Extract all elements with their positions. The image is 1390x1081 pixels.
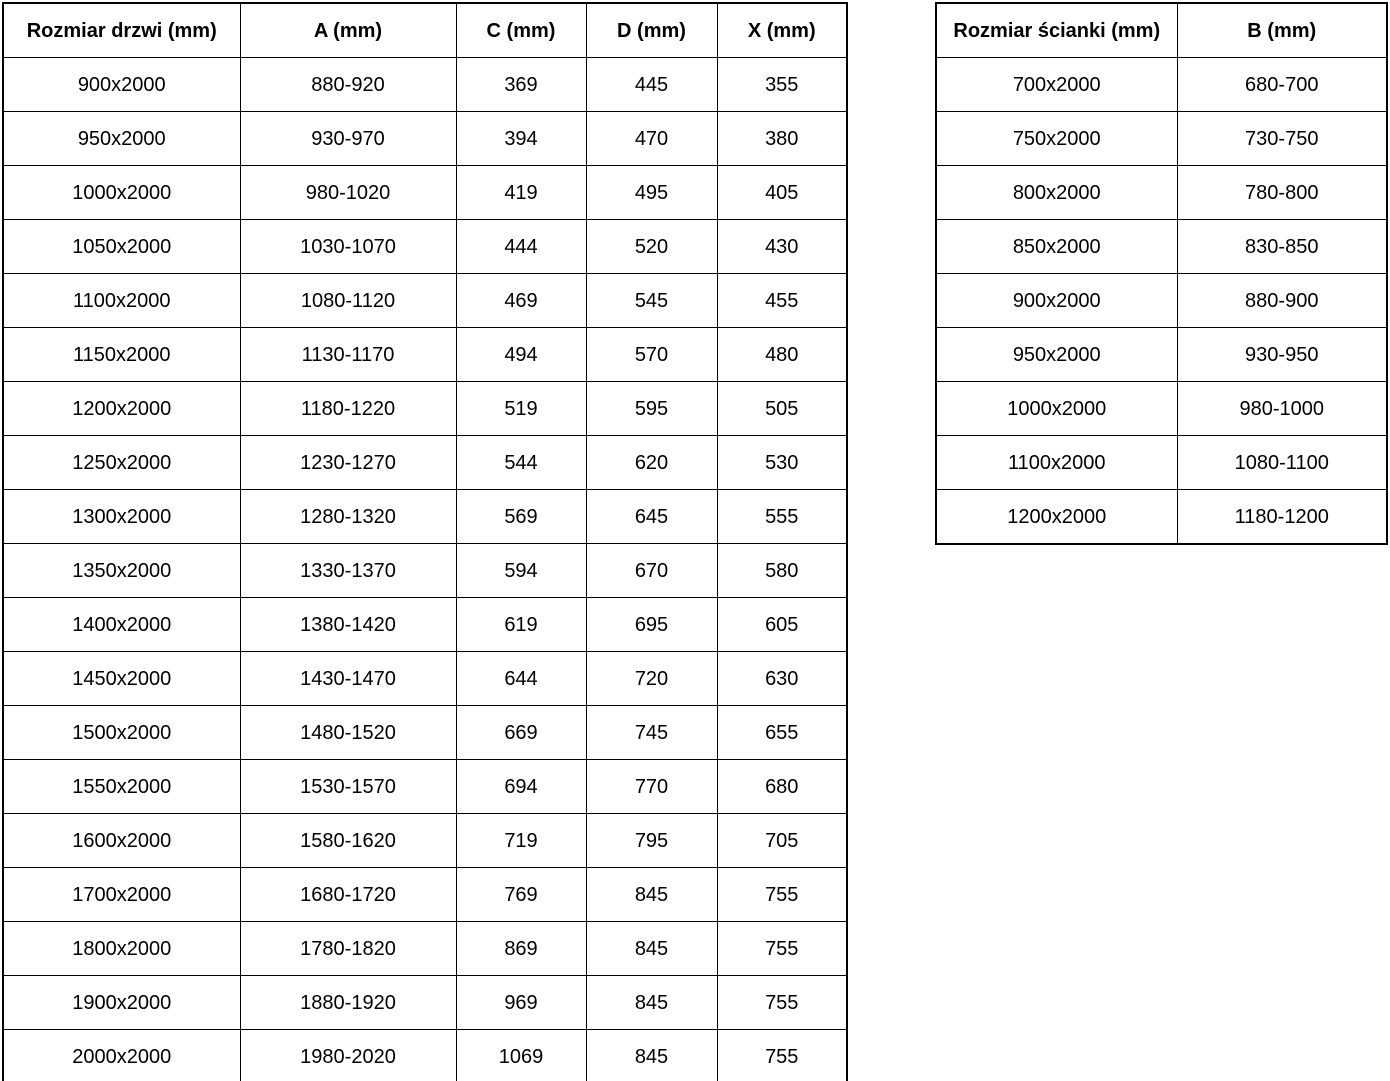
header-row [3,3,847,58]
table-cell: 669 [456,706,586,760]
table-cell: 869 [456,922,586,976]
table-cell: 1050x2000 [3,220,240,274]
table-cell: 1500x2000 [3,706,240,760]
header-cell: Rozmiar ścianki (mm) [936,3,1177,58]
table-row [936,328,1387,382]
table-cell: 569 [456,490,586,544]
table-cell: 530 [717,436,847,490]
table-cell: 1330-1370 [240,544,456,598]
table-cell: 1180-1200 [1177,490,1387,545]
door-table-body [3,58,847,1081]
table-cell: 505 [717,382,847,436]
table-cell: 780-800 [1177,166,1387,220]
table-row [936,436,1387,490]
table-cell: 845 [586,868,717,922]
table-cell: 580 [717,544,847,598]
table-row [3,976,847,1030]
table-cell: 750x2000 [936,112,1177,166]
table-cell: 469 [456,274,586,328]
table-row [3,166,847,220]
table-cell: 595 [586,382,717,436]
table-cell: 1250x2000 [3,436,240,490]
table-cell: 1200x2000 [3,382,240,436]
table-cell: 605 [717,598,847,652]
table-cell: 680-700 [1177,58,1387,112]
table-row [936,112,1387,166]
table-cell: 544 [456,436,586,490]
table-cell: 545 [586,274,717,328]
table-cell: 419 [456,166,586,220]
table-row [3,652,847,706]
table-cell: 1280-1320 [240,490,456,544]
table-cell: 619 [456,598,586,652]
table-cell: 1000x2000 [3,166,240,220]
table-cell: 900x2000 [3,58,240,112]
header-row [936,3,1387,58]
table-row [3,544,847,598]
table-cell: 1680-1720 [240,868,456,922]
table-row [3,220,847,274]
table-cell: 645 [586,490,717,544]
table-cell: 680 [717,760,847,814]
header-cell: X (mm) [717,3,847,58]
table-cell: 969 [456,976,586,1030]
table-cell: 455 [717,274,847,328]
table-cell: 594 [456,544,586,598]
table-cell: 405 [717,166,847,220]
table-cell: 930-970 [240,112,456,166]
wall-table-body [936,58,1387,545]
table-cell: 1800x2000 [3,922,240,976]
table-cell: 950x2000 [936,328,1177,382]
table-cell: 980-1000 [1177,382,1387,436]
table-cell: 1700x2000 [3,868,240,922]
table-cell: 2000x2000 [3,1030,240,1081]
table-cell: 355 [717,58,847,112]
table-cell: 845 [586,976,717,1030]
table-cell: 570 [586,328,717,382]
table-cell: 380 [717,112,847,166]
table-cell: 1069 [456,1030,586,1081]
table-cell: 1530-1570 [240,760,456,814]
table-cell: 719 [456,814,586,868]
table-cell: 1880-1920 [240,976,456,1030]
table-cell: 770 [586,760,717,814]
table-cell: 480 [717,328,847,382]
table-cell: 694 [456,760,586,814]
table-cell: 1150x2000 [3,328,240,382]
table-cell: 394 [456,112,586,166]
table-cell: 830-850 [1177,220,1387,274]
table-row [3,598,847,652]
table-cell: 519 [456,382,586,436]
table-cell: 755 [717,976,847,1030]
table-row [936,166,1387,220]
table-cell: 850x2000 [936,220,1177,274]
table-cell: 769 [456,868,586,922]
table-cell: 1080-1120 [240,274,456,328]
table-cell: 1350x2000 [3,544,240,598]
table-cell: 670 [586,544,717,598]
door-table-header [3,3,847,58]
door-size-table [2,2,848,1081]
table-cell: 730-750 [1177,112,1387,166]
table-row [3,760,847,814]
table-cell: 620 [586,436,717,490]
table-cell: 655 [717,706,847,760]
table-cell: 444 [456,220,586,274]
table-cell: 1450x2000 [3,652,240,706]
table-cell: 1980-2020 [240,1030,456,1081]
table-cell: 1580-1620 [240,814,456,868]
table-cell: 845 [586,922,717,976]
header-cell: C (mm) [456,3,586,58]
table-row [3,1030,847,1081]
table-cell: 470 [586,112,717,166]
table-cell: 520 [586,220,717,274]
table-cell: 880-900 [1177,274,1387,328]
table-cell: 430 [717,220,847,274]
table-cell: 695 [586,598,717,652]
table-cell: 755 [717,1030,847,1081]
table-row [3,814,847,868]
table-cell: 1430-1470 [240,652,456,706]
table-cell: 1100x2000 [936,436,1177,490]
header-cell: A (mm) [240,3,456,58]
table-row [3,328,847,382]
table-cell: 630 [717,652,847,706]
wall-size-table [935,2,1388,545]
header-cell: D (mm) [586,3,717,58]
table-row [3,382,847,436]
table-row [3,490,847,544]
header-cell: B (mm) [1177,3,1387,58]
table-cell: 1780-1820 [240,922,456,976]
table-cell: 1080-1100 [1177,436,1387,490]
table-cell: 1000x2000 [936,382,1177,436]
table-cell: 494 [456,328,586,382]
table-row [3,436,847,490]
table-cell: 755 [717,868,847,922]
header-cell: Rozmiar drzwi (mm) [3,3,240,58]
table-cell: 800x2000 [936,166,1177,220]
table-cell: 795 [586,814,717,868]
table-cell: 1030-1070 [240,220,456,274]
table-row [3,112,847,166]
table-cell: 1400x2000 [3,598,240,652]
table-cell: 495 [586,166,717,220]
table-row [3,868,847,922]
table-cell: 700x2000 [936,58,1177,112]
table-row [3,706,847,760]
table-cell: 445 [586,58,717,112]
table-cell: 1900x2000 [3,976,240,1030]
table-row [936,490,1387,545]
table-cell: 720 [586,652,717,706]
table-cell: 1130-1170 [240,328,456,382]
table-cell: 555 [717,490,847,544]
table-cell: 1180-1220 [240,382,456,436]
table-cell: 845 [586,1030,717,1081]
table-cell: 1100x2000 [3,274,240,328]
table-cell: 755 [717,922,847,976]
table-cell: 1200x2000 [936,490,1177,545]
table-cell: 930-950 [1177,328,1387,382]
table-row [936,274,1387,328]
table-cell: 900x2000 [936,274,1177,328]
table-cell: 1300x2000 [3,490,240,544]
table-row [3,274,847,328]
table-cell: 880-920 [240,58,456,112]
wall-table-header [936,3,1387,58]
table-cell: 980-1020 [240,166,456,220]
table-cell: 1600x2000 [3,814,240,868]
table-row [3,58,847,112]
table-cell: 950x2000 [3,112,240,166]
table-cell: 1480-1520 [240,706,456,760]
table-row [936,220,1387,274]
table-row [3,922,847,976]
table-row [936,382,1387,436]
table-cell: 369 [456,58,586,112]
table-cell: 1550x2000 [3,760,240,814]
table-row [936,58,1387,112]
table-cell: 745 [586,706,717,760]
table-cell: 1230-1270 [240,436,456,490]
table-cell: 644 [456,652,586,706]
table-cell: 705 [717,814,847,868]
table-cell: 1380-1420 [240,598,456,652]
